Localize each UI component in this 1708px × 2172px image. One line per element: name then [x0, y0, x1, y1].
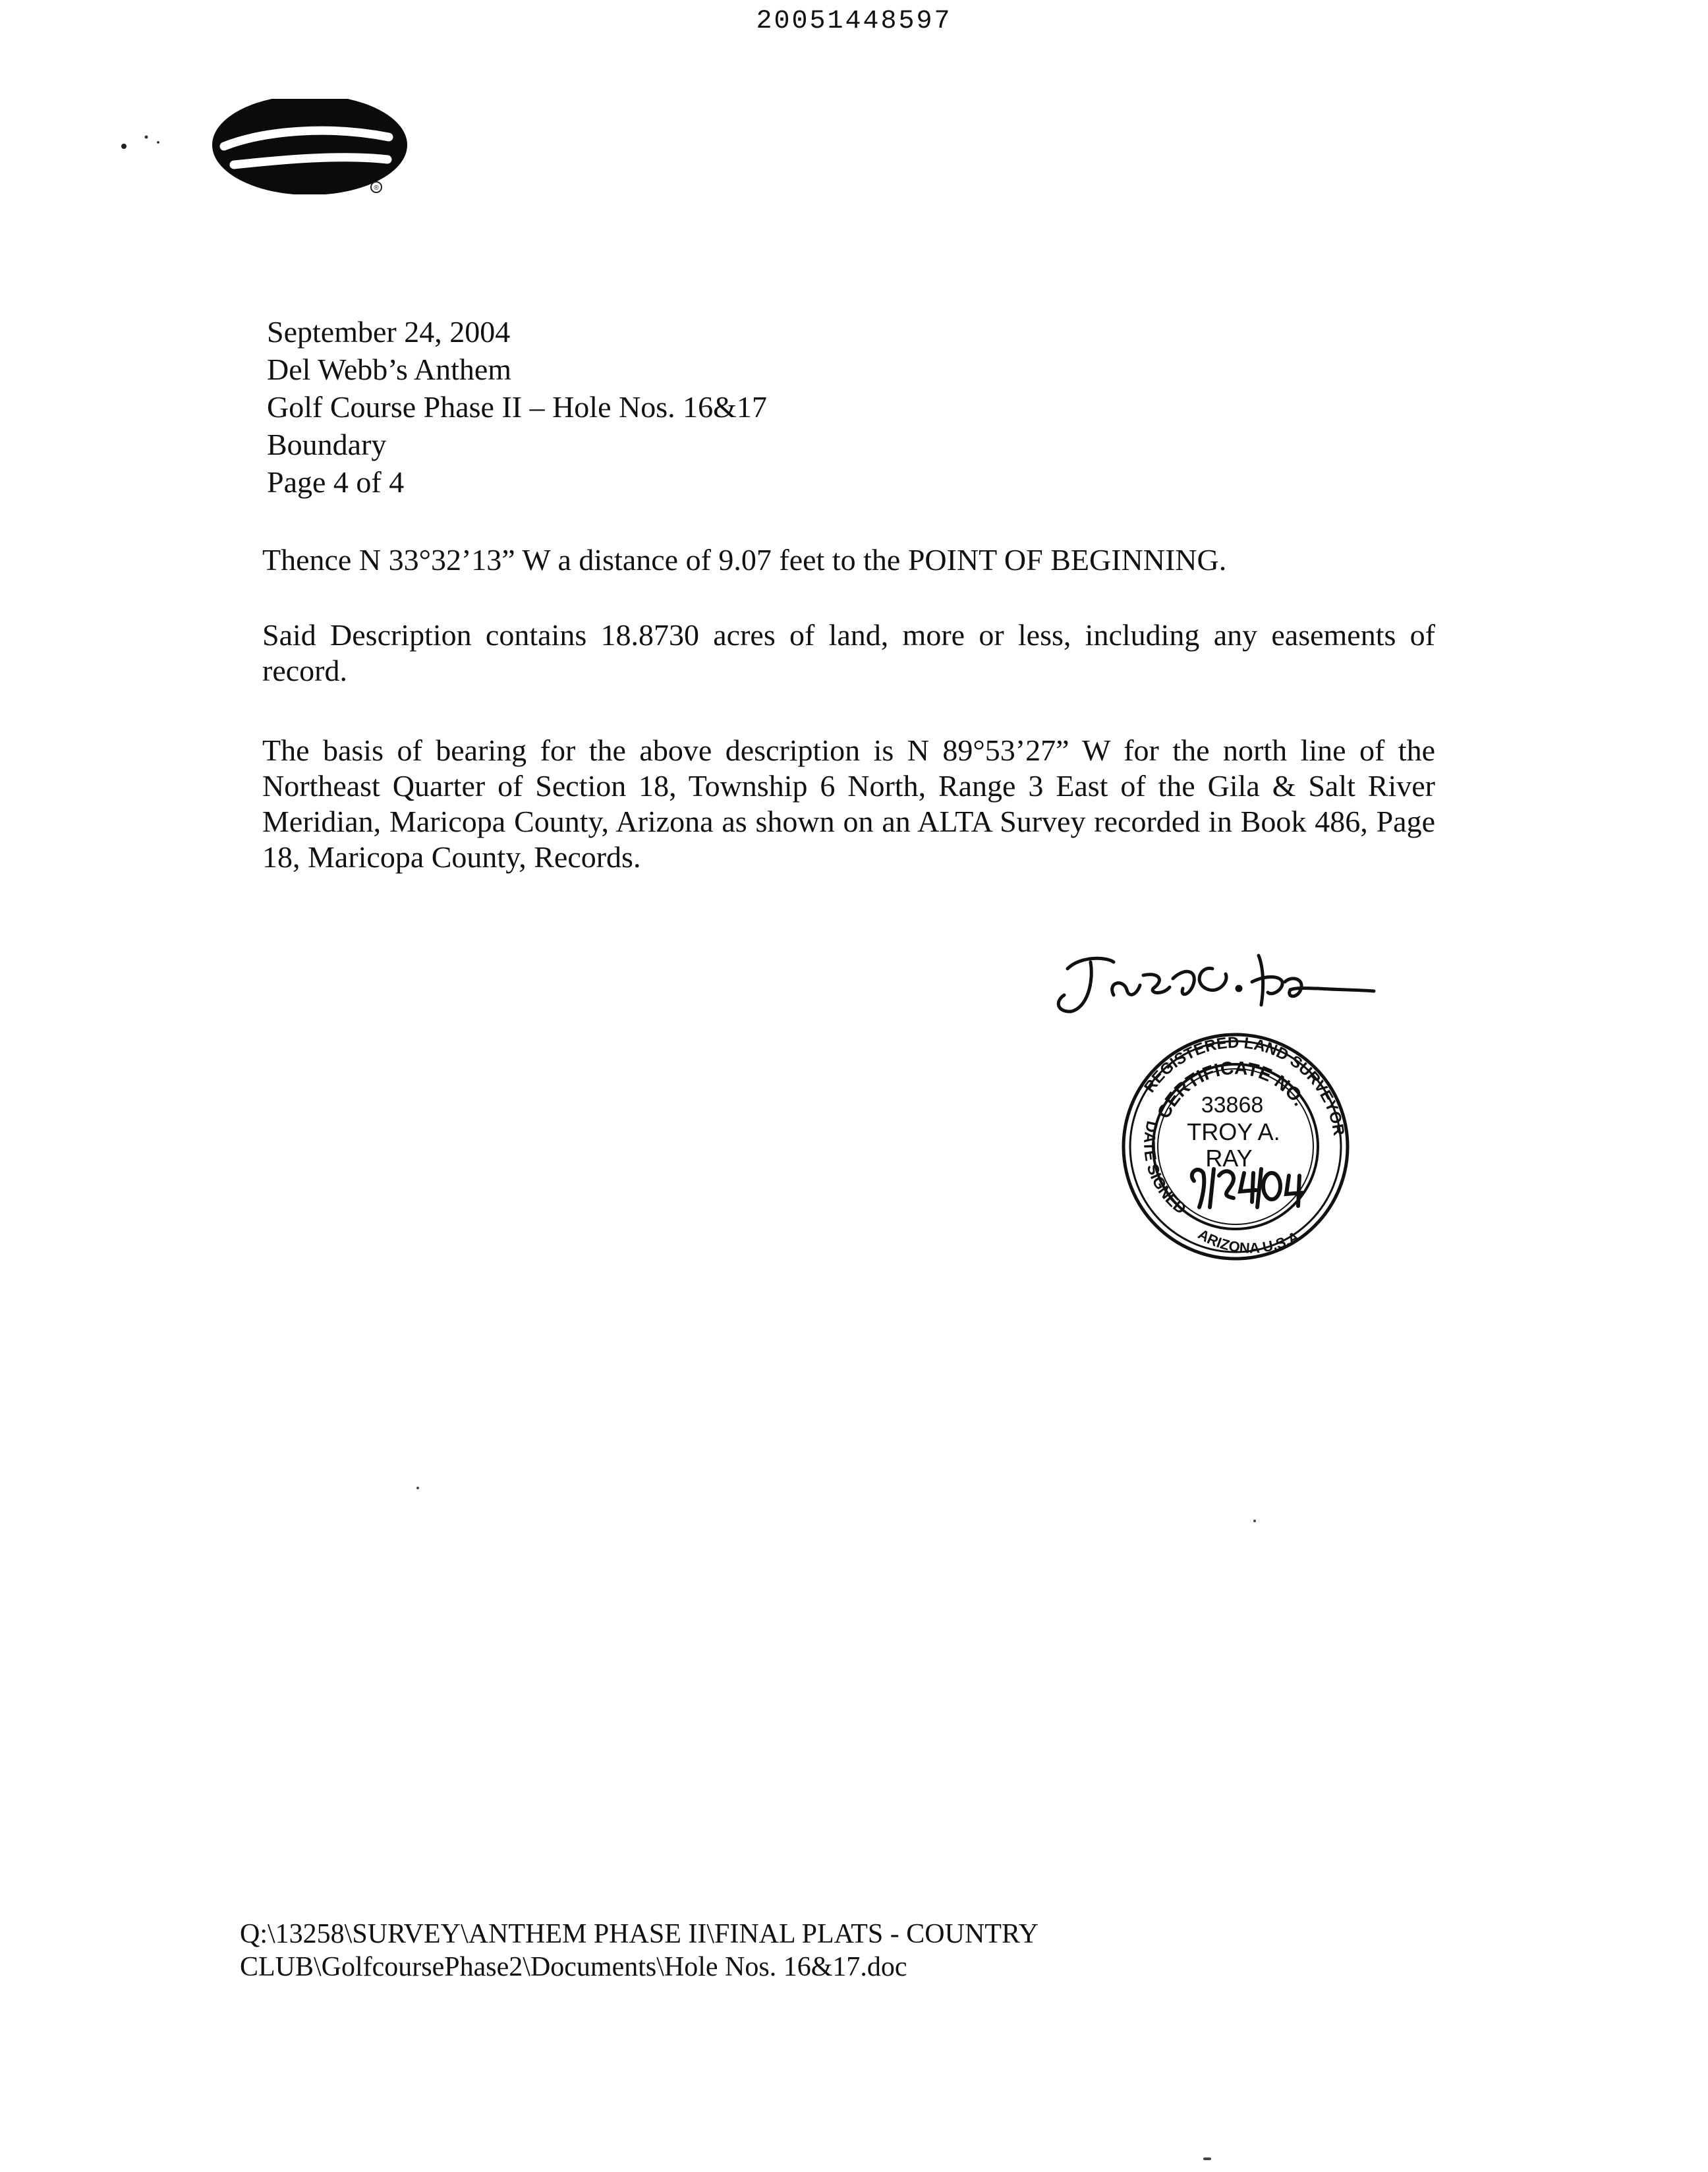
project-line: Del Webb’s Anthem — [267, 353, 512, 386]
phase-line: Golf Course Phase II – Hole Nos. 16&17 — [267, 390, 767, 424]
document-number: 20051448597 — [756, 7, 952, 36]
seal-name-line-1: TROY A. — [1187, 1118, 1280, 1145]
company-s-logo-icon — [112, 99, 415, 194]
paragraph-basis-of-bearing: The basis of bearing for the above description is N 89°53’27” W for the north line of the Northeast Quarter of Section 18, Township 6 North, Range 3 East of the Gila & Salt River Meridian, Maricopa County, Arizona as shown on an ALTA Survey recorded in Book 486, Page 18, Maricopa County, Records. — [262, 733, 1435, 874]
seal-state: ARIZONA U.S.A — [1195, 1226, 1302, 1257]
subject-line: Boundary — [267, 428, 387, 461]
date-line: September 24, 2004 — [267, 315, 511, 349]
seal-date-label: DATE SIGNED — [1140, 1119, 1189, 1218]
scan-speck — [416, 1487, 419, 1489]
paragraph-thence: Thence N 33°32’13” W a distance of 9.07 feet to the POINT OF BEGINNING. — [262, 543, 1227, 577]
seal-name-line-2: RAY — [1205, 1145, 1253, 1172]
footer-path-line-2: CLUB\GolfcoursePhase2\Documents\Hole Nos. 16&17.doc — [240, 1952, 907, 1982]
footer-path-line-1: Q:\13258\SURVEY\ANTHEM PHASE II\FINAL PLATS - COUNTRY — [240, 1919, 1039, 1949]
header-block — [267, 313, 1321, 501]
registered-mark: ® — [374, 185, 379, 192]
footer-file-path — [240, 1918, 1294, 1984]
handwritten-date — [1192, 1169, 1302, 1207]
signature — [1058, 956, 1374, 1012]
scan-speck — [1253, 1520, 1256, 1522]
scan-speck — [1203, 2158, 1211, 2160]
page-line: Page 4 of 4 — [267, 465, 405, 499]
seal-certificate-label: CERTIFICATE NO. — [1153, 1057, 1310, 1122]
surveyor-seal — [1041, 949, 1397, 1285]
seal-certificate-number: 33868 — [1201, 1093, 1264, 1118]
seal-outer-text: REGISTERED LAND SURVEYOR — [1141, 1033, 1348, 1137]
paragraph-acreage: Said Description contains 18.8730 acres of land, more or less, including any easements of record. — [262, 618, 1435, 687]
company-logo — [112, 99, 415, 194]
